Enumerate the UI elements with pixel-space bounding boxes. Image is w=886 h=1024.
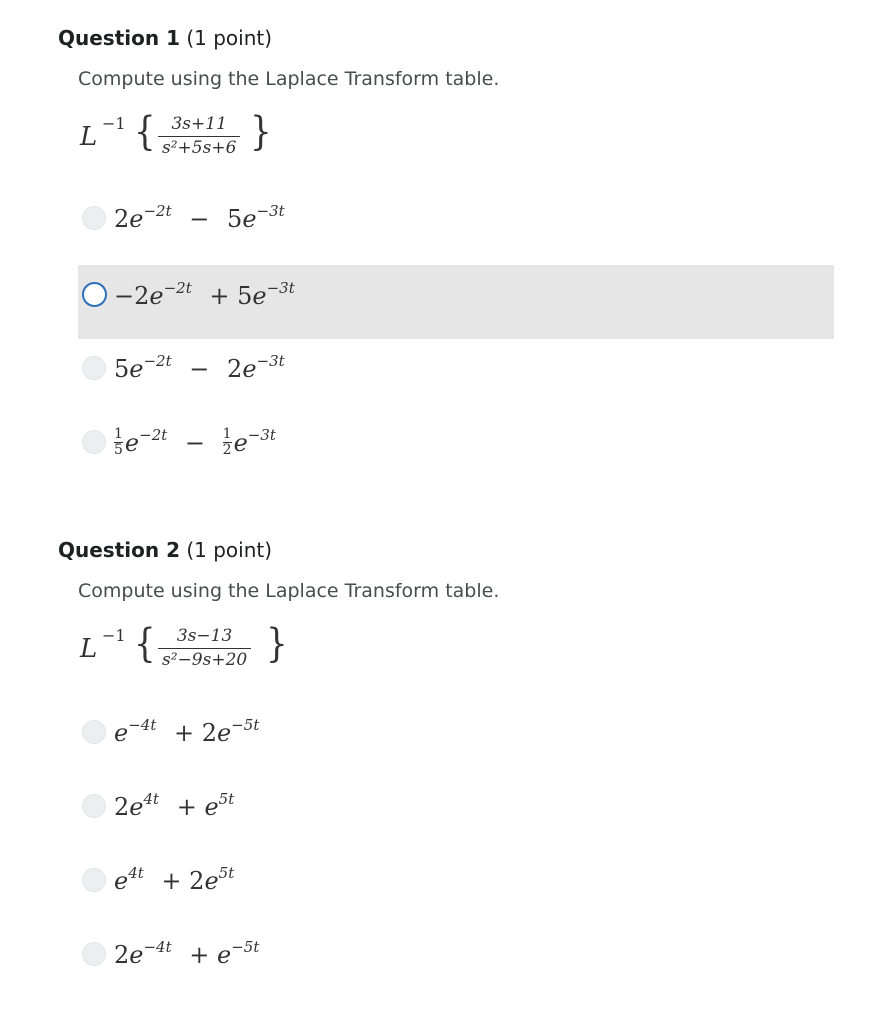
radio-button[interactable] [82,430,106,454]
question-1-prompt: Compute using the Laplace Transform table. [78,68,500,90]
q1-option-d[interactable] [78,408,834,482]
q2-option-c[interactable] [78,846,834,920]
q2-option-a[interactable] [78,698,834,772]
q2-option-d-math: $2e^{-4t} + e^{-5t}$ [114,938,260,969]
left-brace: { [134,109,156,155]
left-brace: { [134,621,156,667]
radio-button[interactable] [82,356,106,380]
question-1-title: Question 1 [58,26,180,50]
laplace-operator: L [80,122,98,152]
question-2-prompt: Compute using the Laplace Transform table. [78,580,500,602]
q1-option-c-math: $5e^{-2t} - 2e^{-3t}$ [114,352,285,383]
laplace-inverse-sup: −1 [102,626,126,645]
q1-option-a-math: $2e^{-2t} - 5e^{-3t}$ [114,202,285,233]
question-2-points: (1 point) [186,538,273,562]
fraction-denominator: s²−9s+20 [162,650,248,670]
radio-button[interactable] [82,206,106,230]
q2-option-a-math: $e^{-4t} + 2e^{-5t}$ [114,716,260,747]
q1-option-b[interactable] [78,265,834,339]
q1-option-a[interactable] [78,184,834,258]
radio-button[interactable] [82,868,106,892]
laplace-inverse-sup: −1 [102,114,126,133]
question-2-header [58,538,272,562]
fraction-numerator: 3s−13 [176,626,233,646]
right-brace: } [250,109,272,155]
radio-button-selected[interactable] [82,282,107,307]
fraction-denominator: s²+5s+6 [162,138,237,158]
q2-option-b-math: $2e^{4t} + e^{5t}$ [114,790,235,821]
radio-button[interactable] [82,942,106,966]
q2-option-c-math: $e^{4t} + 2e^{5t}$ [114,864,235,895]
radio-button[interactable] [82,794,106,818]
q1-option-d-math: $\frac{1}{5}$ $e^{-2t}$ − $\frac{1}{2}$ $e^{-3t}$ [114,426,276,458]
right-brace: } [266,621,288,667]
q1-option-c[interactable] [78,334,834,408]
radio-button[interactable] [82,720,106,744]
question-1-header [58,26,272,50]
question-2-title: Question 2 [58,538,180,562]
question-1-fraction [158,114,240,158]
laplace-operator: L [80,634,98,664]
q2-option-d[interactable] [78,920,834,994]
question-1-points: (1 point) [186,26,273,50]
fraction-numerator: 3s+11 [171,114,227,134]
q1-option-b-math: $-2e^{-2t} + 5e^{-3t}$ [114,279,295,310]
question-2-fraction [158,626,251,670]
q2-option-b[interactable] [78,772,834,846]
